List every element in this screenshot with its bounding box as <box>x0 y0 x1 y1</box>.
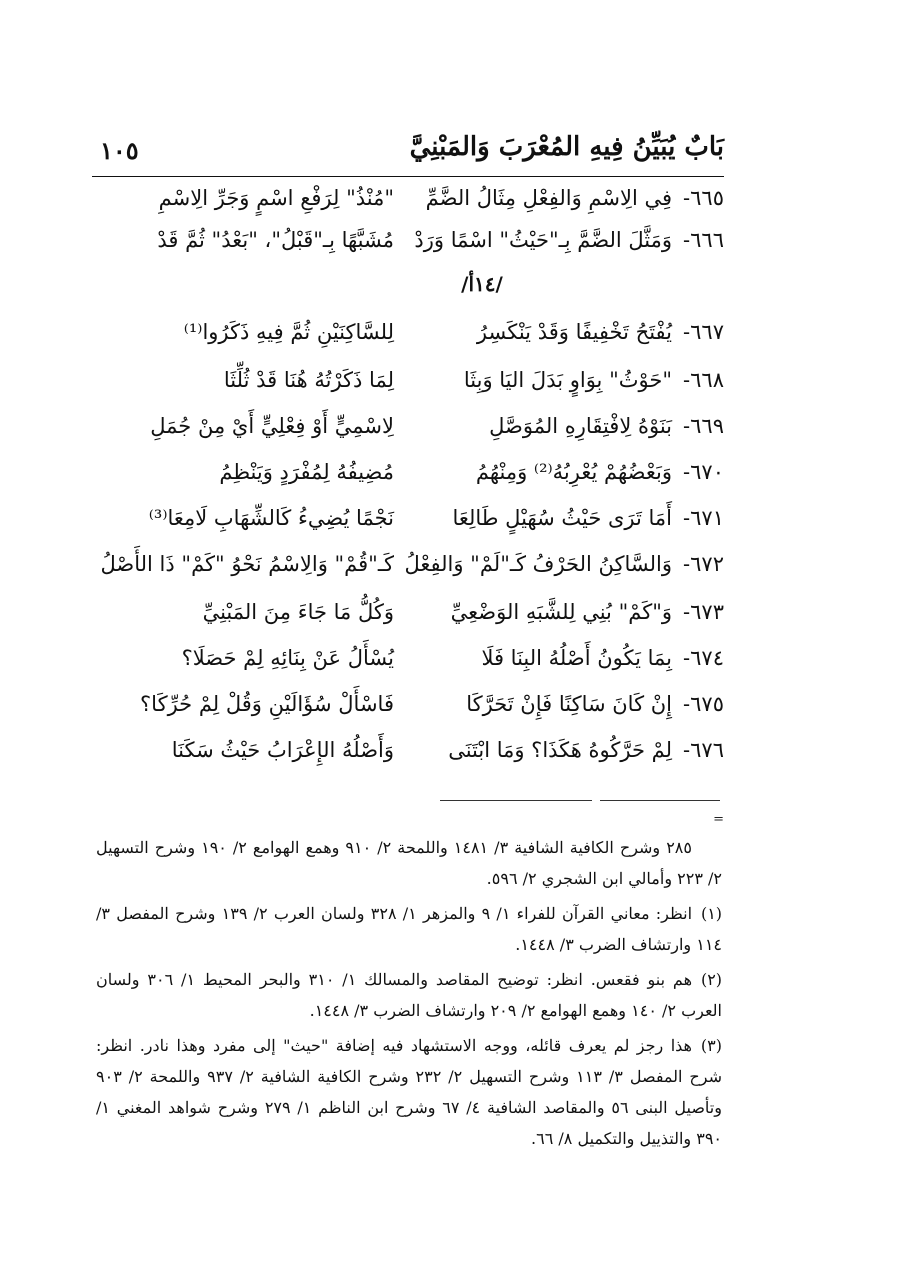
footnote-label: (٢) <box>700 970 723 989</box>
verse-first-hemistich: أَمَا تَرَى حَيْثُ سُهَيْلٍ طَالِعَا <box>452 506 672 530</box>
verse-number: ٦٧٦- <box>683 738 724 762</box>
verse-668 <box>92 362 724 402</box>
verse-666 <box>92 222 724 262</box>
verse-first-hemistich: "حَوْثُ" بِوَاوٍ بَدَلَ اليَا وَبِثَا <box>463 368 672 392</box>
footnote-label: (١) <box>700 904 723 923</box>
footnote-rule-right <box>600 800 720 801</box>
verse-second-hemistich: مُشَبَّهًا بِـ"قَبْلُ"، "بَعْدُ" ثُمَّ قَدْ <box>157 228 394 252</box>
verse-number: ٦٦٥- <box>683 186 724 210</box>
verse-672 <box>92 546 724 586</box>
verse-number: ٦٦٩- <box>683 414 724 438</box>
verse-second-hemistich: كَـ"قُمْ" وَالِاسْمُ نَحْوُ "كَمْ" ذَا الأَصْلُ <box>100 552 394 576</box>
verse-number: ٦٦٦- <box>683 228 724 252</box>
footnote-2 <box>96 964 722 1026</box>
verse-first-hemistich: وَبَعْضُهُمْ يُعْرِبُهُ⁽²⁾ وَمِنْهُمُ <box>475 460 672 484</box>
verse-667 <box>92 314 724 354</box>
verse-first-hemistich: يُفْتَحُ تَخْفِيفًا وَقَدْ يَنْكَسِرُ <box>476 320 672 344</box>
verse-674 <box>92 640 724 680</box>
verse-665 <box>92 180 724 220</box>
verse-number: ٦٧٣- <box>683 600 724 624</box>
verse-first-hemistich: بِمَا يَكُونُ أَصْلُهُ البِنَا فَلَا <box>481 646 672 670</box>
verse-675 <box>92 686 724 726</box>
verse-669 <box>92 408 724 448</box>
verse-second-hemistich: وَأَصْلُهُ الإِعْرَابُ حَيْثُ سَكَنَا <box>171 738 394 762</box>
verse-second-hemistich: "مُنْذُ" لِرَفْعِ اسْمٍ وَجَرِّ الِاسْمِ <box>158 186 394 210</box>
verse-second-hemistich: نَجْمًا يُضِيءُ كَالشِّهَابِ لَامِعَا⁽³⁾ <box>148 506 394 530</box>
footnote-3 <box>96 1030 722 1154</box>
verse-number: ٦٧٥- <box>683 692 724 716</box>
verse-first-hemistich: لِمْ حَرَّكُوهُ هَكَذَا؟ وَمَا ابْتَنَى <box>448 738 672 762</box>
footnote-continued <box>96 832 722 894</box>
verse-first-hemistich: فِي الِاسْمِ وَالفِعْلِ مِثَالُ الضَّمِّ <box>425 186 672 210</box>
verse-676 <box>92 732 724 772</box>
footnote-text: انظر: معاني القرآن للفراء ١/ ٩ والمزهر ١/ ٣٢٨ ولسان العرب ٢/ ١٣٩ وشرح المفصل ٣/ ١١٤ وارتشاف الضرب ٣/ ١٤٤٨. <box>96 904 722 954</box>
verse-second-hemistich: لِاسْمِيٍّ أَوْ فِعْلِيٍّ أَيْ مِنْ جُمَلِ <box>150 414 394 438</box>
verse-number: ٦٦٧- <box>683 320 724 344</box>
verse-second-hemistich: مُضِيفُهُ لِمُفْرَدٍ وَيَنْظِمُ <box>219 460 394 484</box>
footnote-label: (٣) <box>700 1036 722 1055</box>
verse-second-hemistich: لِلسَّاكِنَيْنِ ثُمَّ فِيهِ ذَكَرُوا⁽¹⁾ <box>183 320 394 344</box>
footnote-rule-left <box>440 800 592 801</box>
verse-second-hemistich: لِمَا ذَكَرْتُهُ هُنَا قَدْ ثُلِّثَا <box>223 368 394 392</box>
page-number: ١٠٥ <box>100 136 139 165</box>
footnote-1 <box>96 898 722 960</box>
verse-second-hemistich: وَكُلُّ مَا جَاءَ مِنَ المَبْنِيِّ <box>202 600 394 624</box>
chapter-title: بَابٌ يُبَيِّنُ فِيهِ المُعْرَبَ وَالمَبْنِيَّ <box>409 132 724 162</box>
verse-first-hemistich: إِنْ كَانَ سَاكِنًا فَإِنْ تَحَرَّكَا <box>466 692 672 716</box>
footnote-text: هذا رجز لم يعرف قائله، ووجه الاستشهاد فيه إضافة "حيث" إلى مفرد وهذا نادر. انظر: شرح المفصل ٣/ ١١٣ وشرح التسهيل ٢/ ٢٣٢ وشرح الكافية الشافية ٢/ ٩٣٧ واللمحة ٢/ ٩٠٣ وتأصيل البنى ٥٦ والمقاصد الشافية ٤/ ٦٧ وشرح ابن الناظم ١/ ٢٧٩ وشرح شواهد المغني ١/ ٣٩٠ والتذييل والتكميل ٨/ ٦٦. <box>96 1036 722 1148</box>
verse-670 <box>92 454 724 494</box>
verse-number: ٦٦٨- <box>683 368 724 392</box>
verse-number: ٦٧٢- <box>683 552 724 576</box>
verse-second-hemistich: فَاسْأَلْ سُؤَالَيْنِ وَقُلْ لِمْ حُرِّكَا؟ <box>140 692 394 716</box>
verse-number: ٦٧٤- <box>683 646 724 670</box>
verse-671 <box>92 500 724 540</box>
verse-first-hemistich: بَنَوْهُ لِافْتِقَارِهِ المُوَصَّلِ <box>489 414 672 438</box>
verse-number: ٦٧١- <box>683 506 724 530</box>
footnote-text: ٢٨٥ وشرح الكافية الشافية ٣/ ١٤٨١ واللمحة ٢/ ٩١٠ وهمع الهوامع ٢/ ١٩٠ وشرح التسهيل ٢/ ٢٢٣ وأمالي ابن الشجري ٢/ ٥٩٦. <box>96 838 722 888</box>
verse-673 <box>92 594 724 634</box>
footnote-text: هم بنو فقعس. انظر: توضيح المقاصد والمسالك ١/ ٣١٠ والبحر المحيط ١/ ٣٠٦ ولسان العرب ٢/ ١٤٠ وهمع الهوامع ٢/ ٢٠٩ وارتشاف الضرب ٣/ ١٤٤٨. <box>96 970 722 1020</box>
verse-first-hemistich: وَمَثَّلَ الضَّمَّ بِـ"حَيْثُ" اسْمًا وَرَدْ <box>414 228 672 252</box>
verse-first-hemistich: وَالسَّاكِنُ الحَرْفُ كَـ"لَمْ" وَالفِعْلُ <box>404 552 672 576</box>
header-rule <box>92 176 724 177</box>
page-header <box>92 128 724 176</box>
verse-number: ٦٧٠- <box>683 460 724 484</box>
folio-marker: /١٤أ/ <box>461 272 503 296</box>
footnote-continuation-marker: = <box>713 812 724 827</box>
verse-first-hemistich: وَ"كَمْ" بُنِي لِلشَّبَهِ الوَضْعِيِّ <box>450 600 672 624</box>
verse-second-hemistich: يُسْأَلُ عَنْ بِنَائِهِ لِمْ حَصَلَا؟ <box>181 646 394 670</box>
